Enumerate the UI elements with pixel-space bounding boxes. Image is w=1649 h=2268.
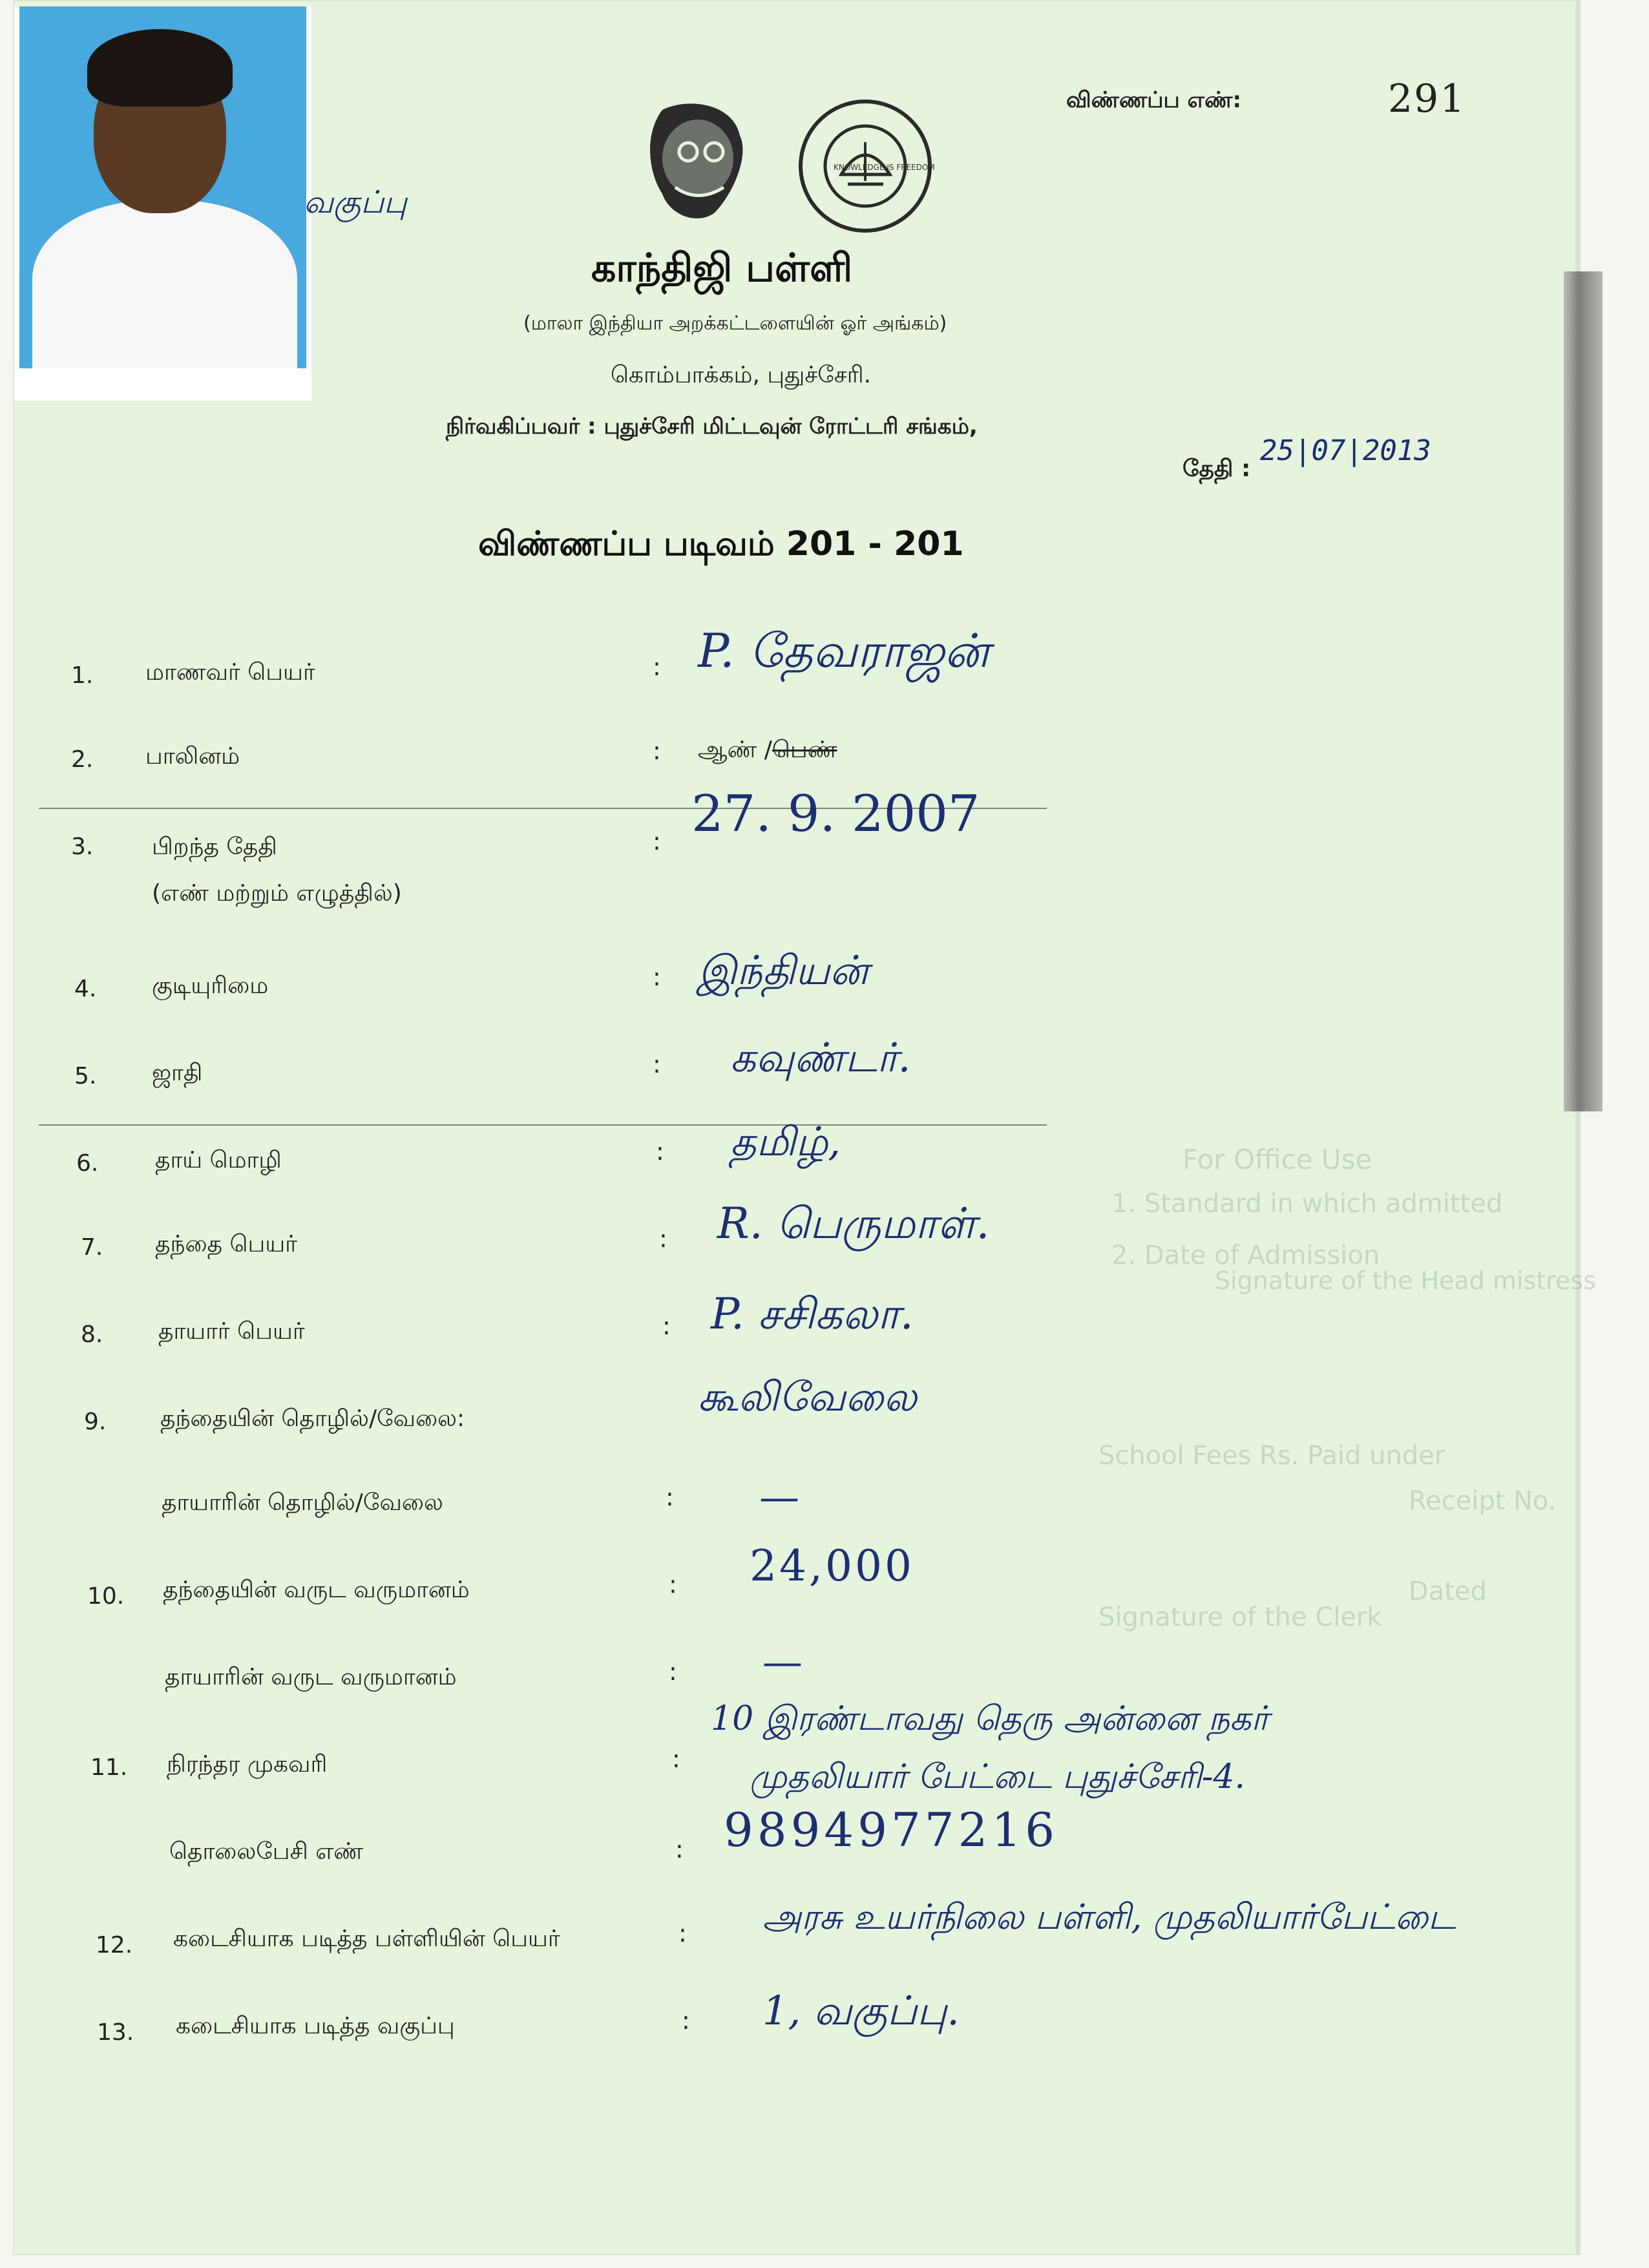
application-number-label: விண்ணப்ப எண்: bbox=[1066, 87, 1242, 113]
row-number: 13. bbox=[97, 2019, 134, 2046]
student-photo bbox=[14, 6, 311, 401]
field-label: தந்தையின் தொழில்/வேலை: bbox=[160, 1405, 465, 1432]
field-colon: : bbox=[653, 653, 661, 681]
field-colon: : bbox=[653, 827, 661, 856]
previous-school-value: அரசு உயர்நிலை பள்ளி, முதலியார்பேட்டை bbox=[762, 1896, 1456, 1937]
field-label: தாய் மொழி bbox=[155, 1147, 282, 1173]
bleed-date-admission: 2. Date of Admission bbox=[1111, 1241, 1380, 1270]
administrator-line: நிர்வகிப்பவர் : புதுச்சேரி மிட்டவுன் ரோட்டரி சங்கம், bbox=[446, 414, 978, 439]
field-label: தாயாரின் தொழில்/வேலை bbox=[162, 1489, 443, 1516]
row-number: 7. bbox=[81, 1234, 103, 1261]
mother-name-value: P. சசிகலா. bbox=[711, 1289, 914, 1339]
field-label: கடைசியாக படித்த பள்ளியின் பெயர் bbox=[173, 1926, 560, 1952]
father-occupation-value: கூலிவேலை bbox=[698, 1373, 917, 1420]
bleed-office-use: For Office Use bbox=[1182, 1144, 1372, 1175]
bleed-standard-admitted: 1. Standard in which admitted bbox=[1111, 1189, 1503, 1219]
address-line-1: 10 இரண்டாவது தெரு அன்னை நகர் bbox=[711, 1699, 1269, 1738]
father-name-value: R. பெருமாள். bbox=[717, 1199, 990, 1248]
field-colon: : bbox=[656, 1137, 664, 1166]
row-number: 8. bbox=[81, 1321, 103, 1348]
gender-male: ஆண் / bbox=[698, 737, 772, 763]
field-label: தந்தை பெயர் bbox=[155, 1231, 297, 1257]
field-colon: : bbox=[672, 1745, 680, 1773]
row-number: 10. bbox=[87, 1583, 125, 1610]
application-number-value: 291 bbox=[1388, 76, 1466, 121]
school-name: காந்திஜி பள்ளி bbox=[591, 246, 853, 291]
photo-background bbox=[19, 6, 306, 368]
bleed-school-fees: School Fees Rs. Paid under bbox=[1098, 1441, 1445, 1471]
field-label: பிறந்த தேதி bbox=[152, 834, 277, 860]
date-value: 25|07|2013 bbox=[1260, 434, 1431, 467]
field-label: கடைசியாக படித்த வகுப்பு bbox=[176, 2013, 455, 2039]
row-number: 4. bbox=[74, 976, 97, 1002]
field-colon: : bbox=[653, 1050, 661, 1078]
last-class-value: 1, வகுப்பு. bbox=[762, 1987, 960, 2034]
handwritten-note: வகுப்பு bbox=[304, 184, 407, 220]
field-colon: : bbox=[678, 1919, 687, 1948]
gandhi-logo-icon bbox=[636, 97, 766, 229]
form-title: விண்ணப்ப படிவம் 201 - 201 bbox=[478, 525, 964, 563]
photo-shirt bbox=[32, 200, 297, 368]
field-sublabel: (எண் மற்றும் எழுத்தில்) bbox=[152, 880, 402, 907]
caste-value: கவுண்டர். bbox=[730, 1034, 911, 1081]
row-number: 1. bbox=[71, 662, 94, 689]
section-rule bbox=[39, 1124, 1047, 1126]
row-number: 11. bbox=[90, 1754, 128, 1781]
mother-occupation-value: — bbox=[759, 1473, 799, 1520]
phone-value: 9894977216 bbox=[724, 1803, 1059, 1857]
student-name-value: P. தேவராஜன் bbox=[698, 624, 990, 678]
bleed-signature-clerk: Signature of the Clerk bbox=[1098, 1602, 1382, 1632]
field-colon: : bbox=[666, 1483, 674, 1511]
father-income-value: 24,000 bbox=[750, 1541, 914, 1591]
row-number: 5. bbox=[74, 1063, 97, 1089]
citizenship-value: இந்தியன் bbox=[698, 947, 869, 994]
row-number: 2. bbox=[71, 746, 94, 773]
trust-line: (மாலா இந்தியா அறக்கட்டளையின் ஓர் அங்கம்) bbox=[523, 312, 947, 335]
field-colon: : bbox=[659, 1224, 667, 1253]
row-number: 12. bbox=[96, 1932, 133, 1958]
gender-options bbox=[698, 737, 837, 766]
field-label: தாயாரின் வருட வருமானம் bbox=[165, 1664, 457, 1690]
seal-text: KNOWLEDGE IS FREEDOM bbox=[834, 163, 935, 172]
field-label: ஜாதி bbox=[152, 1060, 203, 1086]
field-colon: : bbox=[669, 1657, 677, 1686]
field-label: மாணவர் பெயர் bbox=[145, 659, 315, 686]
field-label: தந்தையின் வருட வருமானம் bbox=[163, 1577, 470, 1603]
field-colon: : bbox=[669, 1570, 677, 1599]
bleed-dated: Dated bbox=[1409, 1577, 1487, 1606]
field-label: குடியுரிமை bbox=[152, 972, 269, 999]
field-colon: : bbox=[653, 737, 661, 765]
row-number: 9. bbox=[84, 1409, 107, 1435]
photo-hair bbox=[87, 29, 233, 107]
bleed-receipt: Receipt No. bbox=[1409, 1486, 1557, 1516]
field-label: பாலினம் bbox=[145, 743, 240, 770]
field-colon: : bbox=[653, 963, 661, 991]
date-label: தேதி : bbox=[1182, 456, 1251, 482]
row-number: 6. bbox=[76, 1150, 99, 1177]
field-colon: : bbox=[675, 1835, 684, 1864]
field-label: தொலைபேசி எண் bbox=[169, 1838, 364, 1865]
gender-female-struck: பெண் bbox=[772, 737, 837, 763]
field-label: நிரந்தர முகவரி bbox=[167, 1751, 328, 1778]
mother-tongue-value: தமிழ், bbox=[730, 1118, 841, 1165]
row-number: 3. bbox=[71, 834, 94, 860]
field-colon: : bbox=[682, 2006, 690, 2035]
field-label: தாயார் பெயர் bbox=[158, 1318, 305, 1345]
address-line-2: முதலியார் பேட்டை புதுச்சேரி-4. bbox=[750, 1758, 1246, 1796]
page-edge-shadow bbox=[1564, 271, 1602, 1111]
field-colon: : bbox=[662, 1312, 671, 1340]
mother-income-value: — bbox=[762, 1638, 803, 1685]
bleed-signature-head: Signature of the Head mistress bbox=[1215, 1266, 1597, 1295]
birth-date-value: 27. 9. 2007 bbox=[691, 785, 980, 843]
place-line: கொம்பாக்கம், புதுச்சேரி. bbox=[611, 362, 872, 388]
